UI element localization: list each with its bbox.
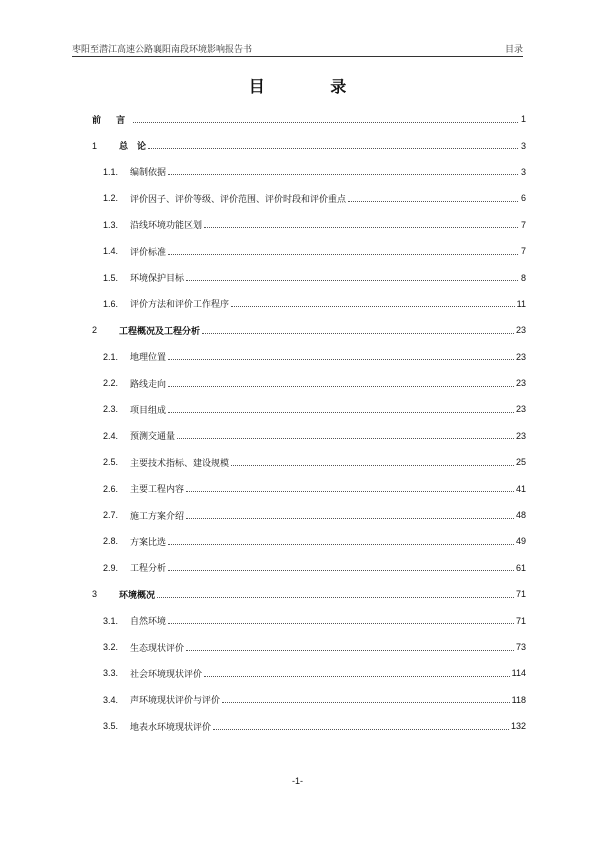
toc-entry-label: 环境概况 xyxy=(119,589,156,600)
toc-entry[interactable] xyxy=(92,291,526,317)
dot-leader xyxy=(186,650,514,651)
toc-entry-page: 48 xyxy=(515,510,526,521)
toc-entry-label: 环境保护目标 xyxy=(130,274,185,285)
dot-leader xyxy=(231,306,515,307)
dot-leader xyxy=(168,544,514,545)
toc-entry[interactable] xyxy=(92,528,526,554)
toc-entry-label: 路线走向 xyxy=(130,379,167,390)
dot-leader xyxy=(186,518,514,519)
table-of-contents xyxy=(92,106,526,739)
toc-entry-page: 23 xyxy=(515,430,526,441)
dot-leader xyxy=(148,148,518,149)
toc-entry-page: 11 xyxy=(516,298,526,309)
toc-entry[interactable] xyxy=(92,687,526,713)
toc-entry-label: 地表水环境现状评价 xyxy=(130,722,212,733)
toc-entry-label: 生态现状评价 xyxy=(130,643,185,654)
toc-entry[interactable] xyxy=(92,159,526,185)
toc-entry-page: 61 xyxy=(515,562,526,573)
toc-entry-page: 6 xyxy=(520,193,526,204)
dot-leader xyxy=(204,227,518,228)
dot-leader xyxy=(168,359,514,360)
toc-entry-label: 沿线环境功能区划 xyxy=(130,221,203,232)
toc-entry[interactable] xyxy=(92,212,526,238)
dot-leader xyxy=(186,280,518,281)
toc-entry-page: 118 xyxy=(511,694,526,705)
toc-entry-page: 23 xyxy=(515,404,526,415)
toc-entry[interactable] xyxy=(92,423,526,449)
dot-leader xyxy=(168,254,518,255)
toc-entry-number: 1.6. xyxy=(103,298,119,309)
page-header xyxy=(72,40,523,57)
toc-entry-label: 方案比选 xyxy=(130,537,167,548)
toc-entry-number: 1.2. xyxy=(103,193,119,204)
toc-entry-label: 评价方法和评价工作程序 xyxy=(130,300,230,311)
toc-entry[interactable] xyxy=(92,317,526,343)
document-title: 枣阳至潜江高速公路襄阳南段环境影响报告书 xyxy=(72,45,253,55)
toc-entry-label: 工程概况及工程分析 xyxy=(119,325,201,336)
toc-entry-page: 49 xyxy=(515,536,526,547)
toc-entry[interactable] xyxy=(92,475,526,501)
toc-entry-number: 2.4. xyxy=(103,430,119,441)
toc-entry-number: 2.7. xyxy=(103,510,119,521)
toc-entry-number: 2.6. xyxy=(103,483,119,494)
toc-entry-label: 社会环境现状评价 xyxy=(130,669,203,680)
toc-entry-page: 41 xyxy=(515,483,526,494)
dot-leader xyxy=(202,333,514,334)
toc-entry-page: 25 xyxy=(515,457,526,468)
toc-entry-number: 1.5. xyxy=(103,272,119,283)
toc-entry-page: 132 xyxy=(510,721,526,732)
toc-entry-number: 1.3. xyxy=(103,219,119,230)
toc-entry-label: 预测交通量 xyxy=(130,432,176,443)
toc-entry-label: 前 言 xyxy=(92,115,132,126)
toc-entry-number: 1.4. xyxy=(103,246,119,257)
toc-entry-label: 施工方案介绍 xyxy=(130,511,185,522)
dot-leader xyxy=(157,597,514,598)
toc-entry-number: 3 xyxy=(92,589,98,600)
toc-entry-number: 2 xyxy=(92,325,98,336)
dot-leader xyxy=(133,122,518,123)
toc-entry[interactable] xyxy=(92,396,526,422)
toc-entry[interactable] xyxy=(92,555,526,581)
toc-entry-number: 2.5. xyxy=(103,457,119,468)
toc-entry-number: 2.1. xyxy=(103,351,119,362)
toc-entry-label: 评价因子、评价等级、评价范围、评价时段和评价重点 xyxy=(130,194,347,205)
toc-entry-page: 23 xyxy=(515,351,526,362)
toc-entry-number: 3.5. xyxy=(103,721,119,732)
toc-entry-page: 71 xyxy=(515,615,526,626)
toc-entry[interactable] xyxy=(92,449,526,475)
toc-entry-number: 2.9. xyxy=(103,562,119,573)
toc-entry-page: 23 xyxy=(515,378,526,389)
toc-entry-number: 3.1. xyxy=(103,615,119,626)
toc-entry-label: 项目组成 xyxy=(130,405,167,416)
toc-entry-page: 71 xyxy=(515,589,526,600)
dot-leader xyxy=(168,386,514,387)
toc-entry-page: 7 xyxy=(520,246,526,257)
dot-leader xyxy=(213,729,509,730)
dot-leader xyxy=(348,201,518,202)
toc-entry-page: 73 xyxy=(515,642,526,652)
dot-leader xyxy=(168,570,514,571)
section-name: 目录 xyxy=(504,45,523,55)
toc-entry[interactable] xyxy=(92,132,526,158)
toc-entry-page: 23 xyxy=(515,325,526,336)
toc-entry-number: 1 xyxy=(92,140,98,151)
dot-leader xyxy=(177,438,514,439)
toc-entry-label: 主要技术指标、建设规模 xyxy=(130,458,230,469)
toc-entry-number: 2.2. xyxy=(103,378,119,389)
toc-entry-page: 3 xyxy=(520,166,526,177)
toc-entry[interactable] xyxy=(92,607,526,633)
toc-entry-page: 8 xyxy=(520,272,526,283)
toc-entry[interactable] xyxy=(92,713,526,739)
toc-entry[interactable] xyxy=(92,502,526,528)
toc-entry[interactable] xyxy=(92,185,526,211)
dot-leader xyxy=(222,702,510,703)
toc-entry[interactable] xyxy=(92,264,526,290)
toc-entry-page: 3 xyxy=(520,140,526,151)
toc-entry[interactable] xyxy=(92,581,526,607)
dot-leader xyxy=(168,412,514,413)
toc-entry-label: 自然环境 xyxy=(130,617,167,628)
dot-leader xyxy=(204,676,510,677)
toc-entry-label: 总 论 xyxy=(119,141,147,152)
toc-entry-label: 地理位置 xyxy=(130,353,167,364)
toc-entry[interactable] xyxy=(92,634,526,660)
toc-entry-label: 评价标准 xyxy=(130,247,167,258)
toc-entry-label: 编制依据 xyxy=(130,168,167,179)
toc-entry-number: 3.4. xyxy=(103,694,119,705)
dot-leader xyxy=(168,623,514,624)
toc-entry-page: 7 xyxy=(520,219,526,230)
dot-leader xyxy=(231,465,514,466)
toc-entry[interactable] xyxy=(92,344,526,370)
toc-entry-number: 1.1. xyxy=(103,166,119,177)
toc-entry-label: 声环境现状评价与评价 xyxy=(130,696,221,707)
toc-entry-number: 3.2. xyxy=(103,642,119,652)
dot-leader xyxy=(186,491,514,492)
toc-entry-number: 3.3. xyxy=(103,668,119,679)
toc-entry-page: 1 xyxy=(520,114,526,125)
page-number: -1- xyxy=(292,776,303,786)
toc-entry[interactable] xyxy=(92,238,526,264)
toc-title: 目 录 xyxy=(248,77,377,96)
toc-entry-number: 2.3. xyxy=(103,404,119,415)
toc-entry-label: 主要工程内容 xyxy=(130,485,185,496)
toc-entry[interactable] xyxy=(92,370,526,396)
toc-entry-label: 工程分析 xyxy=(130,564,167,575)
toc-entry-number: 2.8. xyxy=(103,536,119,547)
toc-entry-page: 114 xyxy=(511,668,526,679)
toc-entry[interactable] xyxy=(92,106,526,132)
dot-leader xyxy=(168,174,518,175)
toc-entry[interactable] xyxy=(92,660,526,686)
